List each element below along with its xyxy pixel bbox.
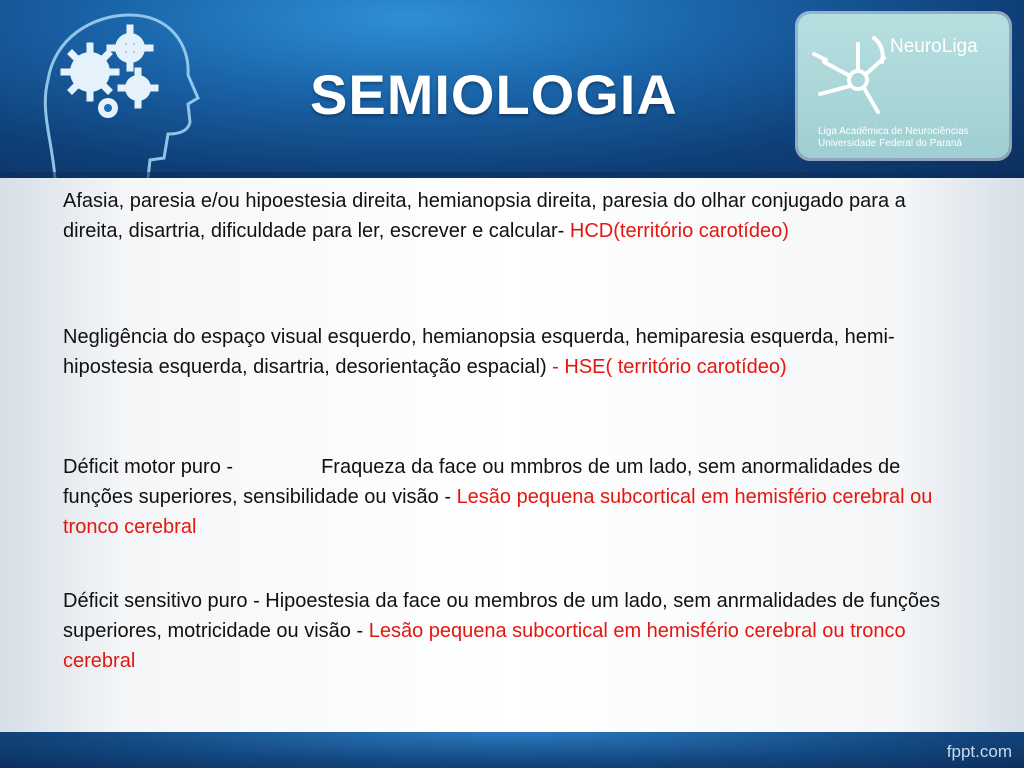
footer-watermark: fppt.com bbox=[946, 742, 1012, 761]
paragraph-3-text: Fraqueza da face ou mmbros de um lado, sem anormalidades de funções superiores, sensibilidade ou visão - bbox=[63, 456, 901, 508]
paragraph-2 bbox=[63, 322, 963, 382]
paragraph-1-text: Afasia, paresia e/ou hipoestesia direita, hemianopsia direita, paresia do olhar conjugado para a direita, disartria, dificuldade para ler, escrever e calcular- bbox=[63, 190, 906, 242]
neuron-icon bbox=[812, 24, 892, 119]
paragraph-2-highlight: - HSE( território carotídeo) bbox=[546, 356, 787, 378]
paragraph-3-lead: Déficit motor puro - bbox=[63, 456, 234, 478]
logo-subtitle-line1: Liga Acadêmica de Neurociências bbox=[818, 126, 969, 137]
slide-body bbox=[0, 178, 1024, 732]
paragraph-1 bbox=[63, 186, 963, 246]
slide-title: SEMIOLOGIA bbox=[310, 63, 678, 126]
paragraph-1-highlight: HCD(território carotídeo) bbox=[569, 220, 789, 242]
slide-footer bbox=[0, 732, 1024, 768]
head-gears-icon bbox=[30, 0, 230, 178]
logo-subtitle bbox=[818, 126, 969, 150]
logo-brand-name: NeuroLiga bbox=[890, 36, 978, 57]
paragraph-3 bbox=[63, 452, 963, 542]
paragraph-4 bbox=[63, 586, 963, 676]
logo-subtitle-line2: Universidade Federal do Paraná bbox=[818, 138, 962, 149]
slide-header bbox=[0, 0, 1024, 178]
paragraph-2-text: Negligência do espaço visual esquerdo, hemianopsia esquerda, hemiparesia esquerda, hemi-hipostesia esquerda, disartria, desorientação espacial) bbox=[63, 326, 895, 378]
paragraph-3-highlight: Lesão pequena subcortical em hemisfério cerebral ou tronco cerebral bbox=[63, 486, 933, 538]
paragraph-4-text: Déficit sensitivo puro - Hipoestesia da face ou membros de um lado, sem anrmalidades de funções superiores, motricidade ou visão - bbox=[63, 590, 941, 642]
paragraph-4-highlight: Lesão pequena subcortical em hemisfério cerebral ou tronco cerebral bbox=[63, 620, 906, 672]
neuroliga-logo bbox=[798, 14, 1009, 158]
